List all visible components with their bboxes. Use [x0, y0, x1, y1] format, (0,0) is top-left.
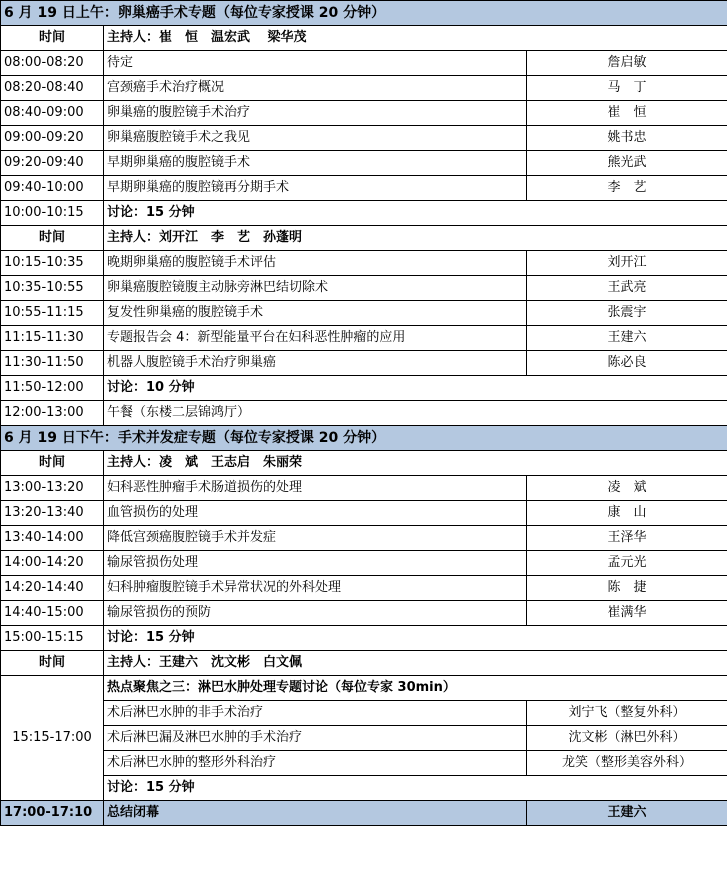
- discussion-row: [1, 201, 727, 226]
- time-cell: 10:35-10:55: [1, 276, 104, 301]
- schedule-row: [1, 701, 727, 726]
- time-cell: 10:00-10:15: [1, 201, 104, 226]
- discussion-label: 讨论：15 分钟: [104, 626, 727, 651]
- speaker-cell: 王泽华: [527, 526, 727, 551]
- time-column-header: 时间: [1, 451, 104, 476]
- speaker-cell: 马 丁: [527, 76, 727, 101]
- topic-cell: 血管损伤的处理: [104, 501, 527, 526]
- schedule-row: [1, 126, 727, 151]
- time-cell: 09:40-10:00: [1, 176, 104, 201]
- time-cell: 10:55-11:15: [1, 301, 104, 326]
- schedule-row: [1, 251, 727, 276]
- schedule-row: [1, 151, 727, 176]
- time-cell: 11:30-11:50: [1, 351, 104, 376]
- lunch-row: [1, 401, 727, 426]
- section-header-afternoon: [1, 426, 727, 451]
- schedule-row: [1, 351, 727, 376]
- speaker-cell: 刘宁飞（整复外科）: [527, 701, 727, 726]
- time-column-header: 时间: [1, 226, 104, 251]
- topic-cell: 妇科肿瘤腹腔镜手术异常状况的外科处理: [104, 576, 527, 601]
- section-title: 6 月 19 日上午：卵巢癌手术专题（每位专家授课 20 分钟）: [1, 1, 727, 26]
- time-cell: 13:00-13:20: [1, 476, 104, 501]
- hosts-label: 主持人：凌 斌 王志启 朱丽荣: [104, 451, 727, 476]
- speaker-cell: 张震宇: [527, 301, 727, 326]
- time-cell: 09:00-09:20: [1, 126, 104, 151]
- schedule-row: [1, 326, 727, 351]
- section-title: 6 月 19 日下午：手术并发症专题（每位专家授课 20 分钟）: [1, 426, 727, 451]
- speaker-cell: 王建六: [527, 801, 727, 826]
- time-cell: 08:20-08:40: [1, 76, 104, 101]
- speaker-cell: 王武亮: [527, 276, 727, 301]
- schedule-row: [1, 176, 727, 201]
- time-column-header: 时间: [1, 26, 104, 51]
- hotspot-row: [1, 676, 727, 701]
- time-column-header: 时间: [1, 651, 104, 676]
- section-header-morning: [1, 1, 727, 26]
- topic-cell: 专题报告会 4：新型能量平台在妇科恶性肿瘤的应用: [104, 326, 527, 351]
- discussion-label: 讨论：15 分钟: [104, 201, 727, 226]
- speaker-cell: 熊光武: [527, 151, 727, 176]
- column-header-row: [1, 226, 727, 251]
- topic-cell: 机器人腹腔镜手术治疗卵巢癌: [104, 351, 527, 376]
- time-cell: 11:15-11:30: [1, 326, 104, 351]
- hosts-label: 主持人：崔 恒 温宏武 梁华茂: [104, 26, 727, 51]
- hotspot-title: 热点聚焦之三：淋巴水肿处理专题讨论（每位专家 30min）: [104, 676, 727, 701]
- topic-cell: 降低宫颈癌腹腔镜手术并发症: [104, 526, 527, 551]
- hosts-label: 主持人：王建六 沈文彬 白文佩: [104, 651, 727, 676]
- column-header-row: [1, 26, 727, 51]
- schedule-row: [1, 551, 727, 576]
- time-cell: 10:15-10:35: [1, 251, 104, 276]
- speaker-cell: 姚书忠: [527, 126, 727, 151]
- discussion-row: [1, 776, 727, 801]
- speaker-cell: 崔 恒: [527, 101, 727, 126]
- speaker-cell: 陈必良: [527, 351, 727, 376]
- schedule-row: [1, 276, 727, 301]
- discussion-label: 讨论：10 分钟: [104, 376, 727, 401]
- time-cell: 13:20-13:40: [1, 501, 104, 526]
- speaker-cell: 刘开江: [527, 251, 727, 276]
- speaker-cell: 王建六: [527, 326, 727, 351]
- topic-cell: 宫颈癌手术治疗概况: [104, 76, 527, 101]
- topic-cell: 早期卵巢癌的腹腔镜手术: [104, 151, 527, 176]
- topic-cell: 术后淋巴漏及淋巴水肿的手术治疗: [104, 726, 527, 751]
- time-cell: 17:00-17:10: [1, 801, 104, 826]
- time-cell: 14:40-15:00: [1, 601, 104, 626]
- speaker-cell: 李 艺: [527, 176, 727, 201]
- topic-cell: 妇科恶性肿瘤手术肠道损伤的处理: [104, 476, 527, 501]
- speaker-cell: 陈 捷: [527, 576, 727, 601]
- time-cell: 08:00-08:20: [1, 51, 104, 76]
- time-cell: 08:40-09:00: [1, 101, 104, 126]
- column-header-row: [1, 651, 727, 676]
- time-cell: 14:20-14:40: [1, 576, 104, 601]
- schedule-row: [1, 501, 727, 526]
- speaker-cell: 凌 斌: [527, 476, 727, 501]
- time-cell: 14:00-14:20: [1, 551, 104, 576]
- hosts-label: 主持人：刘开江 李 艺 孙蓬明: [104, 226, 727, 251]
- speaker-cell: 康 山: [527, 501, 727, 526]
- topic-cell: 术后淋巴水肿的整形外科治疗: [104, 751, 527, 776]
- discussion-row: [1, 626, 727, 651]
- time-cell: 09:20-09:40: [1, 151, 104, 176]
- schedule-row: [1, 601, 727, 626]
- time-cell: 15:00-15:15: [1, 626, 104, 651]
- schedule-row: [1, 51, 727, 76]
- discussion-label: 讨论：15 分钟: [104, 776, 727, 801]
- time-cell: 15:15-17:00: [1, 676, 104, 801]
- speaker-cell: 崔满华: [527, 601, 727, 626]
- topic-cell: 输尿管损伤的预防: [104, 601, 527, 626]
- schedule-row: [1, 476, 727, 501]
- topic-cell: 晚期卵巢癌的腹腔镜手术评估: [104, 251, 527, 276]
- speaker-cell: 沈文彬（淋巴外科）: [527, 726, 727, 751]
- time-cell: 13:40-14:00: [1, 526, 104, 551]
- topic-cell: 输尿管损伤处理: [104, 551, 527, 576]
- topic-cell: 卵巢癌腹腔镜手术之我见: [104, 126, 527, 151]
- topic-cell: 卵巢癌腹腔镜腹主动脉旁淋巴结切除术: [104, 276, 527, 301]
- time-cell: 11:50-12:00: [1, 376, 104, 401]
- schedule-row: [1, 76, 727, 101]
- topic-cell: 卵巢癌的腹腔镜手术治疗: [104, 101, 527, 126]
- schedule-row: [1, 301, 727, 326]
- closing-label: 总结闭幕: [104, 801, 527, 826]
- schedule-row: [1, 101, 727, 126]
- schedule-row: [1, 751, 727, 776]
- column-header-row: [1, 451, 727, 476]
- topic-cell: 待定: [104, 51, 527, 76]
- lunch-label: 午餐（东楼二层锦鸿厅）: [104, 401, 727, 426]
- topic-cell: 复发性卵巢癌的腹腔镜手术: [104, 301, 527, 326]
- topic-cell: 术后淋巴水肿的非手术治疗: [104, 701, 527, 726]
- closing-row: [1, 801, 727, 826]
- discussion-row: [1, 376, 727, 401]
- schedule-row: [1, 576, 727, 601]
- speaker-cell: 龙笑（整形美容外科）: [527, 751, 727, 776]
- speaker-cell: 詹启敏: [527, 51, 727, 76]
- schedule-row: [1, 726, 727, 751]
- schedule-row: [1, 526, 727, 551]
- topic-cell: 早期卵巢癌的腹腔镜再分期手术: [104, 176, 527, 201]
- time-cell: 12:00-13:00: [1, 401, 104, 426]
- speaker-cell: 孟元光: [527, 551, 727, 576]
